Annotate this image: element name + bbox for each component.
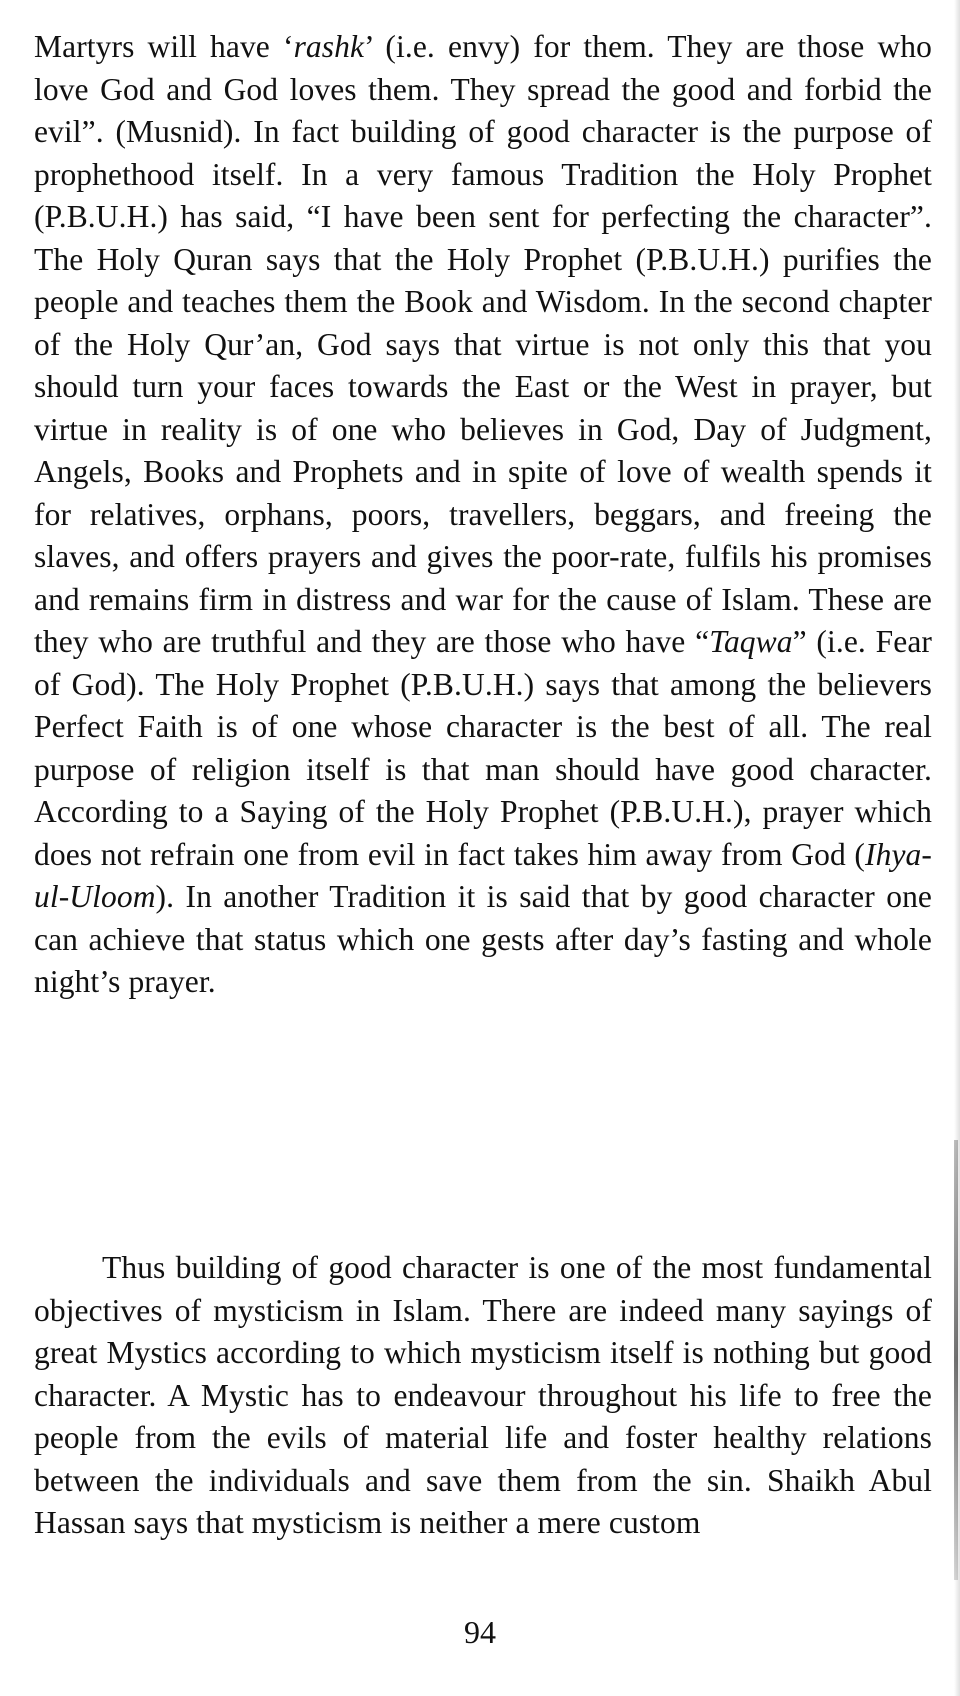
paragraph-1-segment-3: ’ (i.e. envy) for them. They are those who love God and God loves them. They spread the good and forbid the evil”. (Musnid). In fact building of good character is the purpose of prophethood itself. In a very famous Tradition the Holy Prophet (P.B.U.H.) has said, “I have been sent for perfecting the character”. The Holy Quran says that the Holy Prophet (P.B.U.H.) purifies the people and teaches them the Book and Wisdom. In the second chapter of the Holy Qur’an, God says that virtue is not only this that you should turn your faces towards the East or the West in prayer, but virtue in reality is of one who believes in God, Day of Judgment, Angels, Books and Prophets and in spite of love of wealth spends it for relatives, orphans, poors, travellers, beggars, and freeing the slaves, and offers prayers and gives the poor-rate, fulfils his promises and remains firm in distress and war for the cause of Islam. These are they who are truthful and they are those who have “: [34, 29, 933, 659]
paragraph-1-segment-7: ). In another Tradition it is said that by good character one can achieve that status which one gests after day’s fasting and whole night’s prayer.: [34, 879, 932, 999]
scan-edge-dark-shadow: [954, 1140, 958, 1580]
paragraph-1-segment-5: ” (i.e. Fear of God). The Holy Prophet (P.B.U.H.) says that among the believers Perfect Faith is of one whose character is the best of all. The real purpose of religion itself is that man should have good character. According to a Saying of the Holy Prophet (P.B.U.H.), prayer which does not refrain one from evil in fact takes him away from God (: [34, 624, 933, 872]
italic-term-rashk: rashk: [293, 29, 365, 64]
paragraph-2-text: Thus building of good character is one of the most fundamental objectives of mysticism in Islam. There are indeed many sayings of great Mystics according to which mysticism itself is nothing but good character. A Mystic has to endeavour throughout his life to free the people from the evils of material life and foster healthy relations between the individuals and save them from the sin. Shaikh Abul Hassan says that mysticism is neither a mere custom: [34, 1250, 932, 1540]
paragraph-2: [34, 1247, 932, 1545]
paragraph-1-text: [34, 26, 932, 1004]
paragraph-1-segment-1: Martyrs will have ‘: [34, 29, 294, 64]
paragraph-1: [34, 26, 932, 1004]
italic-citation-ihya-ul-uloom: Ihya-ul-Uloom: [34, 836, 932, 914]
page-number: 94: [464, 1614, 496, 1650]
italic-term-taqwa: Taqwa: [709, 624, 793, 659]
